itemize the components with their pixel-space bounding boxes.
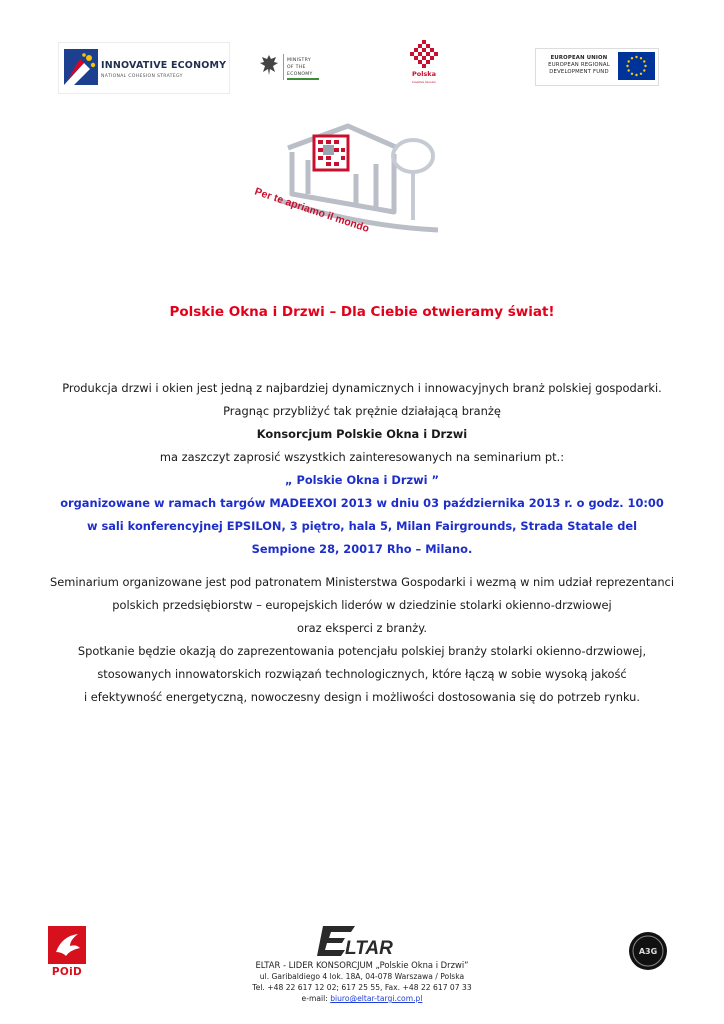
innovative-economy-logo [58, 42, 230, 94]
intro-line-1: Produkcja drzwi i okien jest jedną z najbardziej dynamicznych i innowacyjnych branż polskiej gospodarki. [62, 381, 662, 395]
eu-line-2: EUROPEAN REGIONAL [548, 62, 610, 68]
polska-logo [402, 40, 446, 96]
details-line-4: Spotkanie będzie okazją do zaprezentowania potencjału polskiej branży stolarki okienno-drzwiowej, [77, 644, 647, 658]
details-line-2: polskich przedsiębiorstw – europejskich liderów w dziedzinie stolarki okienno-drzwiowej [112, 598, 612, 612]
event-date-line: organizowane w ramach targów MADEEXOI 2013 w dniu 03 października 2013 r. o godz. 10:00 [60, 496, 664, 510]
poid-label: POiD [51, 966, 83, 978]
email-link[interactable]: biuro@eltar-targi.com.pl [330, 994, 423, 1003]
innovative-economy-subtitle: NATIONAL COHESION STRATEGY [101, 74, 183, 79]
details-line-1: Seminarium organizowane jest pod patronatem Ministerstwa Gospodarki i wezmą w nim udział reprezentanci [50, 575, 674, 589]
aaa-badge [628, 931, 668, 971]
poid-box [48, 926, 86, 964]
innovative-economy-title: INNOVATIVE ECONOMY [101, 60, 227, 71]
page-title: Polskie Okna i Drzwi – Dla Ciebie otwieramy świat! [169, 304, 555, 320]
seminar-details [40, 571, 684, 709]
footer-company: ELTAR - LIDER KONSORCJUM „Polskie Okna i Drzwi” [255, 960, 469, 970]
poid-bird-icon [48, 926, 86, 964]
footer-contact [0, 960, 724, 1004]
footer-phone: Tel. +48 22 617 12 02; 617 25 55, Fax. +48 22 617 07 33 [252, 983, 472, 992]
polska-tagline: Creative tension [411, 80, 437, 84]
intro-line-2: Pragnąc przybliżyć tak prężnie działającą branżę [223, 404, 501, 418]
polska-word: Polska [411, 70, 437, 78]
eu-flag-icon [618, 52, 655, 80]
ministry-green-bar [287, 78, 319, 80]
details-line-6: i efektywność energetyczną, nowoczesny design i możliwości dostosowania się do potrzeb rynku. [83, 690, 641, 704]
innovative-economy-mark-icon [64, 49, 98, 85]
intro-line-4: ma zaszczyt zaprosić wszystkich zainteresowanych na seminarium pt.: [159, 450, 565, 464]
eu-text [539, 55, 619, 76]
seminar-title: „ Polskie Okna i Drzwi ” [285, 473, 439, 487]
invitation-text [40, 377, 684, 561]
ministry-line-1: MINISTRY [287, 58, 311, 63]
eu-regional-fund-logo [535, 48, 659, 86]
aaa-badge-text: A3G [638, 947, 658, 956]
footer-email-prefix: e-mail: [301, 994, 331, 1003]
emblem-slogan: Per te apriamo il mondo [253, 185, 371, 235]
polskie-okna-emblem [248, 108, 448, 248]
eu-line-1: EUROPEAN UNION [550, 55, 608, 61]
polish-eagle-icon [259, 54, 279, 76]
details-line-5: stosowanych innowatorskich rozwiązań technologicznych, które łączą w sobie wysoką jakość [97, 667, 627, 681]
polska-kite-icon [410, 40, 438, 68]
eltar-wordmark: LTAR [345, 938, 393, 959]
partner-logos [0, 38, 724, 98]
event-address-line: Sempione 28, 20017 Rho – Milano. [251, 542, 473, 556]
event-venue-line: w sali konferencyjnej EPSILON, 3 piętro, hala 5, Milan Fairgrounds, Strada Statale del [86, 519, 638, 533]
footer-address: ul. Garibaldiego 4 lok. 18A, 04-078 Warszawa / Polska [259, 972, 465, 981]
eu-line-3: DEVELOPMENT FUND [549, 69, 609, 75]
ministry-of-economy-logo [257, 46, 329, 88]
brick-window-icon [314, 136, 348, 170]
footer-email-line [0, 993, 724, 1004]
details-line-3: oraz eksperci z branży. [297, 621, 427, 635]
eltar-logo [315, 922, 409, 960]
ministry-line-2: OF THE [287, 65, 306, 70]
ministry-line-3: ECONOMY [287, 72, 313, 77]
ministry-separator [283, 54, 284, 80]
consortium-name: Konsorcjum Polskie Okna i Drzwi [256, 427, 468, 441]
